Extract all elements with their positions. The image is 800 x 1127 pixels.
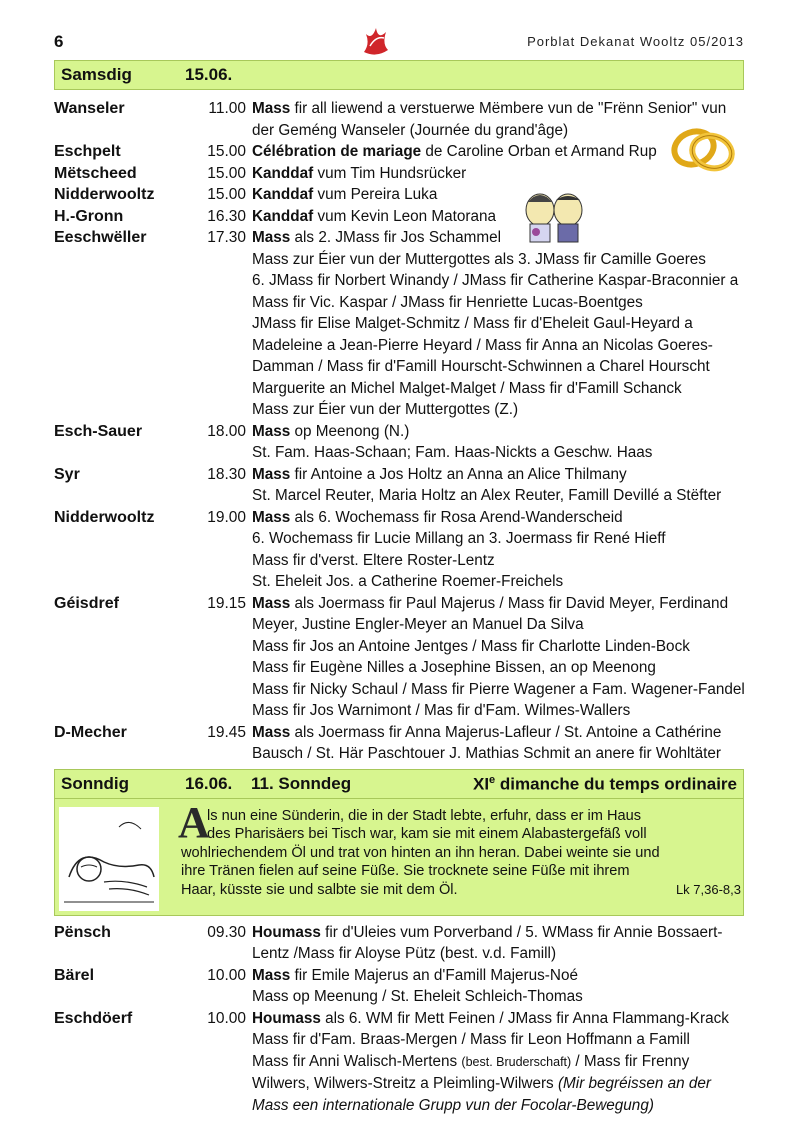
- intention-text: de Caroline Orban et Armand Rup: [421, 143, 657, 160]
- drop-cap: A: [178, 797, 210, 847]
- gospel-line: des Pharisäers bei Tisch war, kam sie mit einem Alabastergefäß voll: [207, 826, 647, 843]
- mass-time: 17.30: [207, 229, 246, 246]
- intention-text: Wilwers, Wilwers-Streitz a Pleimling-Wilwers: [252, 1075, 558, 1092]
- gospel-line: wohlriechendem Öl und trat von hinten an ihn heran. Dabei weinte sie und: [181, 844, 660, 861]
- intention-text: Mass fir Anni Walisch-Mertens: [252, 1052, 462, 1070]
- mass-intentions: [252, 722, 744, 765]
- gospel-text: [178, 797, 741, 900]
- mass-time: 18.30: [207, 465, 246, 483]
- intention-text: Mass fir Eugène Nilles a Josephine Bissen, an op Meenong: [252, 659, 656, 676]
- intention-text: Mass fir d'verst. Eltere Roster-Lentz: [252, 551, 495, 569]
- mass-intentions: [252, 206, 744, 228]
- place-name: Syr: [54, 465, 80, 483]
- schedule-entry: [54, 965, 744, 1008]
- intention-line: [252, 1008, 744, 1030]
- intention-text: Mass fir Nicky Schaul / Mass fir Pierre Wagener a Fam. Wagener-Fandel: [252, 680, 745, 698]
- place-name: Nidderwooltz: [54, 508, 155, 526]
- schedule-entry: [54, 593, 744, 722]
- intention-text: Damman / Mass fir d'Famill Hourscht-Schwinnen a Charel Hourscht: [252, 358, 710, 375]
- intention-line: [252, 399, 744, 421]
- intention-text: St. Marcel Reuter, Maria Holtz an Alex Reuter, Famill Devillé a Stëfter: [252, 487, 722, 504]
- mass-intentions: [252, 1008, 744, 1117]
- schedule-entry: [54, 464, 744, 507]
- intention-text: als Joermass fir Paul Majerus / Mass fir David Meyer, Ferdinand: [290, 594, 729, 612]
- mass-time: 10.00: [207, 1009, 246, 1027]
- mass-intentions: [252, 922, 744, 965]
- liturgy-title: XIe dimanche du temps ordinaire: [472, 773, 737, 794]
- intention-remark: (Mir begréissen an der: [557, 1075, 711, 1092]
- intention-line: [252, 378, 744, 400]
- mass-time: 19.15: [207, 594, 246, 612]
- intention-text: als Joermass fir Anna Majerus-Lafleur / St. Antoine a Cathérine: [290, 723, 722, 741]
- intention-line: [252, 679, 744, 701]
- schedule-entry: [54, 184, 744, 206]
- intention-text: op Meenong (N.): [290, 422, 410, 440]
- intention-text: als 2. JMass fir Jos Schammel: [290, 229, 502, 246]
- gospel-line: Haar, küsste sie und salbte sie mit dem Öl.: [181, 881, 458, 898]
- service-type: Mass: [252, 465, 291, 483]
- intention-line: [252, 335, 744, 357]
- page: [54, 28, 744, 1116]
- place-name: Wanseler: [54, 100, 125, 117]
- schedule-entry: [54, 163, 744, 185]
- intention-text: Mass fir Jos Warnimont / Mas fir d'Fam. Wilmes-Wallers: [252, 702, 631, 719]
- intention-line: [252, 507, 744, 529]
- place-name: Eeschwëller: [54, 229, 147, 246]
- intention-line: [252, 313, 744, 335]
- intention-text: als 6. WM fir Mett Feinen / JMass fir Anna Flammang-Krack: [320, 1009, 729, 1027]
- mass-time: 19.00: [207, 508, 246, 526]
- schedule-saturday: [54, 98, 744, 765]
- intention-text: Lentz /Mass fir Aloyse Pütz (best. v.d. Famill): [252, 945, 557, 962]
- intention-line: [252, 943, 744, 965]
- intention-text: als 6. Wochemass fir Rosa Arend-Wanderscheid: [290, 508, 623, 526]
- intention-line: [252, 442, 744, 464]
- service-type: Célébration de mariage: [252, 143, 422, 160]
- intention-text: vum Kevin Leon Matorana: [313, 207, 497, 225]
- gospel-line: ls nun eine Sünderin, die in der Stadt lebte, erfuhr, dass er im Haus: [207, 807, 642, 824]
- date-label: 15.06.: [185, 65, 233, 84]
- intention-line: [252, 249, 744, 271]
- mass-time: 10.00: [207, 966, 246, 984]
- intention-line: [252, 722, 744, 744]
- intention-text: fir d'Uleies vum Porverband / 5. WMass fir Annie Bossaert-: [320, 923, 723, 941]
- place-name: Bärel: [54, 966, 95, 984]
- dove-logo-icon: [356, 22, 396, 58]
- intention-line: [252, 1051, 744, 1074]
- intention-line: [252, 421, 744, 443]
- service-type: Mass: [252, 508, 291, 526]
- intention-text: Bausch / St. Här Paschtouer J. Mathias Schmit an anere fir Wohltäter: [252, 745, 722, 762]
- intention-line: [252, 986, 744, 1008]
- intention-text: fir Antoine a Jos Holtz an Anna an Alice Thilmany: [290, 465, 627, 483]
- day-band-sunday: [54, 769, 744, 799]
- schedule-entry: [54, 227, 744, 421]
- service-type: Mass: [252, 422, 291, 440]
- publication-title: Porblat Dekanat Wooltz 05/2013: [527, 34, 744, 49]
- intention-line: [252, 485, 744, 507]
- place-name: Géisdref: [54, 594, 119, 612]
- intention-text: Mass fir Vic. Kaspar / JMass fir Henriette Lucas-Boentges: [252, 293, 643, 311]
- mass-time: 11.00: [208, 100, 246, 117]
- mass-intentions: [252, 421, 744, 464]
- intention-line: [252, 464, 744, 486]
- intention-line: [252, 292, 744, 314]
- weekday-label: Samsdig: [61, 65, 132, 84]
- mass-time: 16.30: [207, 207, 246, 225]
- intention-text: 6. JMass fir Norbert Winandy / JMass fir Catherine Kaspar-Braconnier a: [252, 272, 739, 289]
- intention-line: [252, 700, 744, 722]
- mass-time: 15.00: [207, 164, 246, 182]
- service-type: Houmass: [252, 923, 321, 941]
- intention-text: Madeleine a Jean-Pierre Heyard / Mass fir Anna an Nicolas Goeres-: [252, 336, 713, 354]
- intention-text: Mass fir d'Fam. Braas-Mergen / Mass fir Leon Hoffmann a Famill: [252, 1031, 690, 1048]
- anointing-illustration-icon: [59, 807, 159, 911]
- mass-time: 15.00: [207, 186, 246, 203]
- page-header: [54, 28, 744, 60]
- weekday-label: Sonndig: [61, 773, 129, 793]
- intention-text: Meyer, Justine Engler-Meyer an Manuel Da Silva: [252, 616, 584, 633]
- intention-line: [252, 206, 744, 228]
- intention-text: Mass op Meenung / St. Eheleit Schleich-Thomas: [252, 988, 583, 1005]
- mass-time: 18.00: [207, 422, 246, 440]
- wedding-rings-icon: [668, 112, 738, 182]
- schedule-entry: [54, 98, 744, 141]
- intention-note: (best. Bruderschaft): [461, 1054, 572, 1069]
- place-name: Eschdöerf: [54, 1009, 133, 1027]
- schedule-entry: [54, 922, 744, 965]
- intention-line: [252, 614, 744, 636]
- intention-line: [252, 1073, 744, 1095]
- date-label: 16.06.: [185, 773, 233, 793]
- intention-line: [252, 965, 744, 987]
- intention-text: vum Tim Hundsrücker: [313, 164, 467, 182]
- intention-text: der Geméng Wanseler (Journée du grand'âge): [252, 121, 569, 139]
- place-name: Esch-Sauer: [54, 422, 143, 440]
- sunday-title: 11. Sonndeg: [251, 773, 352, 793]
- service-type: Mass: [252, 723, 291, 741]
- intention-line: [252, 1029, 744, 1051]
- place-name: Pënsch: [54, 923, 111, 941]
- schedule-entry: [54, 141, 744, 163]
- schedule-entry: [54, 507, 744, 593]
- service-type: Houmass: [252, 1009, 321, 1027]
- intention-line: [252, 227, 744, 249]
- schedule-entry: [54, 206, 744, 228]
- intention-line: [252, 922, 744, 944]
- intention-line: [252, 184, 744, 206]
- intention-text: St. Fam. Haas-Schaan; Fam. Haas-Nickts a Geschw. Haas: [252, 444, 653, 461]
- mass-intentions: [252, 593, 744, 722]
- schedule-entry: [54, 1008, 744, 1117]
- mass-intentions: [252, 464, 744, 507]
- gospel-box: [54, 799, 744, 916]
- schedule-entry: [54, 421, 744, 464]
- intention-text: fir all liewend a verstuerwe Mëmbere vun de "Frënn Senior" vun: [290, 100, 727, 117]
- intention-line: [252, 571, 744, 593]
- intention-line: [252, 743, 744, 765]
- schedule-entry: [54, 722, 744, 765]
- mass-intentions: [252, 965, 744, 1008]
- intention-line: [252, 550, 744, 572]
- intention-line: [252, 657, 744, 679]
- mass-intentions: [252, 184, 744, 206]
- service-type: Kanddaf: [252, 186, 314, 203]
- intention-line: [252, 356, 744, 378]
- mass-time: 19.45: [207, 723, 246, 741]
- service-type: Kanddaf: [252, 207, 314, 225]
- place-name: Eschpelt: [54, 143, 121, 160]
- gospel-line: ihre Tränen fielen auf seine Füße. Sie trocknete seine Füße mit ihrem: [181, 863, 630, 880]
- intention-line: [252, 528, 744, 550]
- day-band-saturday: [54, 60, 744, 90]
- service-type: Kanddaf: [252, 164, 314, 182]
- place-name: Nidderwooltz: [54, 186, 155, 203]
- intention-line: [252, 636, 744, 658]
- intention-text: vum Pereira Luka: [313, 186, 438, 203]
- page-number: 6: [54, 32, 64, 51]
- mass-intentions: [252, 507, 744, 593]
- service-type: Mass: [252, 594, 291, 612]
- service-type: Mass: [252, 100, 291, 117]
- intention-line: [252, 1095, 744, 1117]
- place-name: H.-Gronn: [54, 207, 124, 225]
- gospel-reference: Lk 7,36-8,3: [675, 881, 741, 897]
- place-name: Mëtscheed: [54, 164, 137, 182]
- schedule-sunday: [54, 922, 744, 1117]
- baptism-couple-icon: [522, 188, 588, 246]
- service-type: Mass: [252, 966, 291, 984]
- intention-text: 6. Wochemass fir Lucie Millang an 3. Joermass fir René Hieff: [252, 530, 666, 547]
- place-name: D-Mecher: [54, 723, 127, 741]
- intention-text: fir Emile Majerus an d'Famill Majerus-Noé: [290, 966, 578, 984]
- intention-line: [252, 270, 744, 292]
- intention-text: St. Eheleit Jos. a Catherine Roemer-Freichels: [252, 573, 564, 590]
- intention-text: JMass fir Elise Malget-Schmitz / Mass fir d'Eheleit Gaul-Heyard a: [252, 315, 693, 332]
- mass-intentions: [252, 227, 744, 421]
- intention-text: Marguerite an Michel Malget-Malget / Mass fir d'Famill Schanck: [252, 379, 682, 397]
- mass-time: 09.30: [207, 923, 246, 941]
- intention-text: Mass zur Éier vun der Muttergottes als 3. JMass fir Camille Goeres: [252, 250, 706, 268]
- intention-line: [252, 593, 744, 615]
- intention-remark: Mass een internationale Grupp vun der Focolar-Bewegung): [252, 1096, 654, 1114]
- mass-time: 15.00: [207, 143, 246, 160]
- intention-text: Mass fir Jos an Antoine Jentges / Mass fir Charlotte Linden-Bock: [252, 637, 690, 655]
- intention-text: / Mass fir Frenny: [571, 1052, 690, 1070]
- service-type: Mass: [252, 229, 291, 246]
- intention-text: Mass zur Éier vun der Muttergottes (Z.): [252, 401, 519, 418]
